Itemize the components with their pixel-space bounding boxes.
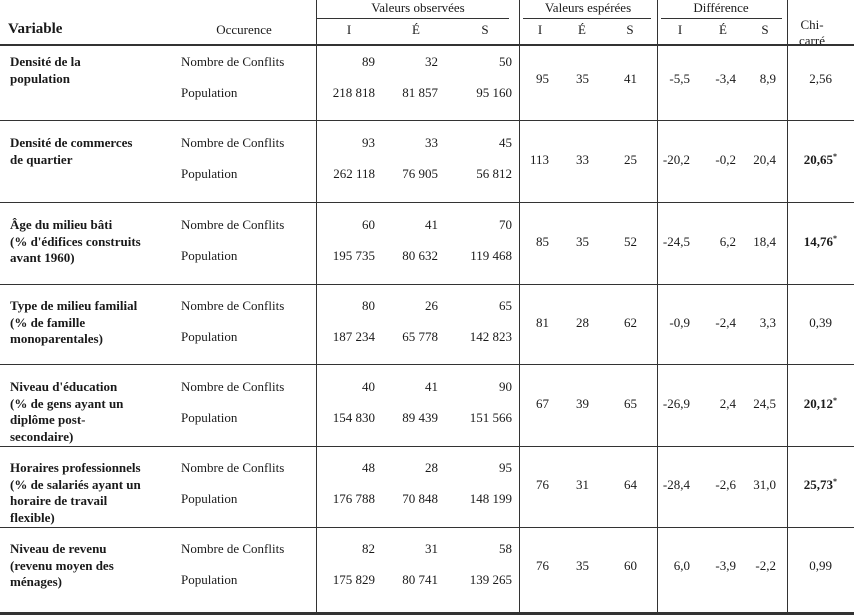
difference-value: 3,3 <box>759 315 776 330</box>
column-divider <box>657 0 658 612</box>
variable-name: diplôme post- <box>10 412 86 427</box>
chi-square-value: 25,73* <box>803 477 837 492</box>
observed-population-value: 81 857 <box>402 85 438 100</box>
header-sub-s: S <box>481 22 489 37</box>
expected-value: 35 <box>576 234 589 249</box>
header-chi-line1: Chi- <box>800 17 824 32</box>
difference-value: 6,0 <box>673 558 690 573</box>
population-label: Population <box>181 410 238 425</box>
difference-value: -2,6 <box>715 477 736 492</box>
observed-population-value: 187 234 <box>332 329 375 344</box>
variable-name: ménages) <box>10 574 62 589</box>
difference-value: 18,4 <box>753 234 776 249</box>
row-separator <box>0 446 854 447</box>
row-separator <box>0 120 854 121</box>
expected-value: 67 <box>536 396 549 411</box>
population-label: Population <box>181 166 238 181</box>
observed-conflicts-value: 41 <box>425 217 438 232</box>
header-sub-s: S <box>626 22 634 37</box>
variable-name: Âge du milieu bâti <box>10 217 113 232</box>
conflicts-label: Nombre de Conflits <box>181 541 285 556</box>
header-variable: Variable <box>8 21 63 37</box>
row-separator <box>0 202 854 203</box>
expected-value: 33 <box>576 152 589 167</box>
header-underline-expected <box>523 18 651 19</box>
difference-value: -2,4 <box>715 315 736 330</box>
conflicts-label: Nombre de Conflits <box>181 298 285 313</box>
variable-name: flexible) <box>10 509 55 525</box>
difference-value: 8,9 <box>759 71 776 86</box>
conflicts-label: Nombre de Conflits <box>181 460 285 475</box>
difference-value: 2,4 <box>719 396 736 411</box>
header-sub-i: I <box>677 22 683 37</box>
expected-value: 95 <box>536 71 549 86</box>
table-bottom-rule <box>0 612 854 615</box>
header-sub-e: É <box>719 22 727 37</box>
observed-population-value: 80 632 <box>402 248 438 263</box>
chi-square-value: 0,99 <box>809 558 832 573</box>
observed-population-value: 70 848 <box>402 491 438 506</box>
chi-square-value: 0,39 <box>809 315 832 330</box>
observed-population-value: 89 439 <box>402 410 438 425</box>
observed-population-value: 176 788 <box>332 491 375 506</box>
variable-name: Densité de la <box>10 54 81 69</box>
row-separator <box>0 284 854 285</box>
header-underline-observed <box>316 18 509 19</box>
observed-conflicts-value: 90 <box>499 379 512 394</box>
variable-name: Densité de commerces <box>10 135 133 150</box>
header-chi-line2: carré <box>799 33 825 48</box>
difference-value: -3,9 <box>715 558 736 573</box>
header-group-difference: Différence <box>693 0 749 15</box>
observed-conflicts-value: 89 <box>362 54 375 69</box>
expected-value: 85 <box>536 234 549 249</box>
expected-value: 52 <box>624 234 637 249</box>
variable-name: (% de gens ayant un <box>10 395 124 411</box>
observed-population-value: 65 778 <box>402 329 438 344</box>
column-divider <box>316 0 317 612</box>
header-bottom-rule <box>0 44 854 46</box>
variable-name: Type de milieu familial <box>10 298 138 313</box>
expected-value: 113 <box>529 152 549 167</box>
observed-population-value: 175 829 <box>332 572 375 587</box>
observed-conflicts-value: 28 <box>425 460 438 475</box>
column-divider <box>519 0 520 612</box>
observed-conflicts-value: 32 <box>425 54 438 69</box>
observed-population-value: 148 199 <box>469 491 512 506</box>
observed-conflicts-value: 60 <box>362 217 375 232</box>
expected-value: 41 <box>624 71 637 86</box>
observed-conflicts-value: 95 <box>499 460 512 475</box>
variable-name: (% de salariés ayant un <box>10 476 141 492</box>
expected-value: 25 <box>624 152 637 167</box>
header-sub-i: I <box>346 22 352 37</box>
conflicts-label: Nombre de Conflits <box>181 135 285 150</box>
population-label: Population <box>181 329 238 344</box>
difference-value: 31,0 <box>753 477 776 492</box>
variable-name: (% d'édifices construits <box>10 233 141 249</box>
header-group-observed: Valeurs observées <box>371 0 465 15</box>
observed-population-value: 142 823 <box>469 329 512 344</box>
variable-name: Niveau de revenu <box>10 541 107 556</box>
observed-conflicts-value: 45 <box>499 135 512 150</box>
chi-square-value: 20,12* <box>803 396 837 411</box>
significance-mark: * <box>833 477 837 486</box>
observed-population-value: 76 905 <box>402 166 438 181</box>
chi-square-value: 14,76* <box>803 234 837 249</box>
expected-value: 81 <box>536 315 549 330</box>
population-label: Population <box>181 85 238 100</box>
observed-population-value: 56 812 <box>476 166 512 181</box>
header-group-expected: Valeurs espérées <box>544 0 632 15</box>
header-sub-i: I <box>537 22 543 37</box>
chi-square-value: 2,56 <box>809 71 832 86</box>
variable-name: (revenu moyen des <box>10 557 114 573</box>
conflicts-label: Nombre de Conflits <box>181 379 285 394</box>
row-separator <box>0 364 854 365</box>
observed-population-value: 139 265 <box>469 572 512 587</box>
difference-value: -0,2 <box>715 152 736 167</box>
conflicts-label: Nombre de Conflits <box>181 217 285 232</box>
variable-name: horaire de travail <box>10 493 108 508</box>
header-sub-s: S <box>761 22 769 37</box>
row-separator <box>0 527 854 528</box>
observed-conflicts-value: 93 <box>362 135 375 150</box>
significance-mark: * <box>833 152 837 161</box>
variable-name: population <box>10 70 70 86</box>
observed-population-value: 218 818 <box>332 85 375 100</box>
difference-value: -28,4 <box>662 477 690 492</box>
difference-value: 20,4 <box>753 152 776 167</box>
population-label: Population <box>181 572 238 587</box>
significance-mark: * <box>833 396 837 405</box>
expected-value: 76 <box>536 558 549 573</box>
expected-value: 35 <box>576 71 589 86</box>
variable-name: de quartier <box>10 151 73 167</box>
variable-name: secondaire) <box>10 428 74 444</box>
expected-value: 62 <box>624 315 637 330</box>
observed-conflicts-value: 31 <box>425 541 438 556</box>
difference-value: 6,2 <box>719 234 736 249</box>
observed-conflicts-value: 82 <box>362 541 375 556</box>
conflicts-label: Nombre de Conflits <box>181 54 285 69</box>
observed-population-value: 151 566 <box>469 410 512 425</box>
variable-name: avant 1960) <box>10 250 75 265</box>
observed-population-value: 154 830 <box>332 410 375 425</box>
observed-conflicts-value: 40 <box>362 379 375 394</box>
variable-name: Horaires professionnels <box>10 460 141 475</box>
expected-value: 64 <box>624 477 637 492</box>
variable-name: (% de famille <box>10 314 86 330</box>
significance-mark: * <box>833 234 837 243</box>
expected-value: 39 <box>576 396 589 411</box>
expected-value: 76 <box>536 477 549 492</box>
observed-conflicts-value: 58 <box>499 541 512 556</box>
observed-conflicts-value: 48 <box>362 460 375 475</box>
observed-population-value: 195 735 <box>332 248 375 263</box>
observed-population-value: 95 160 <box>476 85 512 100</box>
difference-value: -3,4 <box>715 71 736 86</box>
variable-name: monoparentales) <box>10 331 103 346</box>
difference-value: -24,5 <box>662 234 690 249</box>
expected-value: 60 <box>624 558 637 573</box>
header-underline-difference <box>661 18 782 19</box>
population-label: Population <box>181 491 238 506</box>
header-sub-e: É <box>412 22 420 37</box>
difference-value: -2,2 <box>755 558 776 573</box>
observed-conflicts-value: 70 <box>499 217 512 232</box>
expected-value: 65 <box>624 396 637 411</box>
header-sub-e: É <box>578 22 586 37</box>
column-divider <box>787 0 788 612</box>
observed-conflicts-value: 41 <box>425 379 438 394</box>
observed-population-value: 262 118 <box>333 166 375 181</box>
difference-value: 24,5 <box>753 396 776 411</box>
observed-population-value: 119 468 <box>470 248 512 263</box>
observed-conflicts-value: 26 <box>425 298 438 313</box>
expected-value: 28 <box>576 315 589 330</box>
observed-conflicts-value: 80 <box>362 298 375 313</box>
variable-name: Niveau d'éducation <box>10 379 118 394</box>
observed-conflicts-value: 33 <box>425 135 438 150</box>
population-label: Population <box>181 248 238 263</box>
observed-conflicts-value: 65 <box>499 298 512 313</box>
difference-value: -0,9 <box>669 315 690 330</box>
observed-conflicts-value: 50 <box>499 54 512 69</box>
difference-value: -5,5 <box>669 71 690 86</box>
difference-value: -26,9 <box>662 396 690 411</box>
chi-square-value: 20,65* <box>803 152 837 167</box>
difference-value: -20,2 <box>662 152 690 167</box>
observed-population-value: 80 741 <box>402 572 438 587</box>
header-occurence: Occurence <box>216 22 272 37</box>
expected-value: 31 <box>576 477 589 492</box>
expected-value: 35 <box>576 558 589 573</box>
